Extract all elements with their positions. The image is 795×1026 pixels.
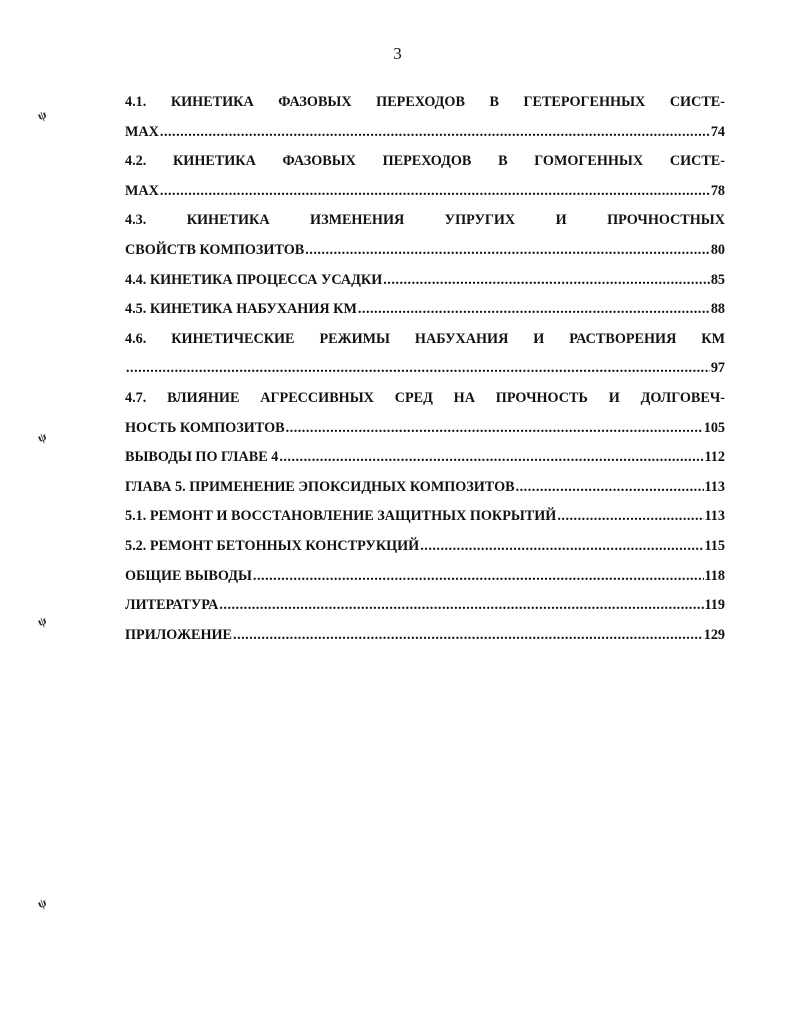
toc-entry-page-number: 118	[704, 567, 725, 584]
toc-entry-page-number: 78	[710, 182, 725, 199]
toc-entry-page-number: 119	[704, 597, 725, 614]
toc-entry[interactable]	[125, 502, 725, 532]
toc-entry-title: СВОЙСТВ КОМПОЗИТОВ	[125, 241, 305, 258]
margin-mark: ψ	[35, 895, 49, 912]
toc-entry[interactable]	[125, 562, 725, 592]
toc-entry-title-line: 4.2. КИНЕТИКА ФАЗОВЫХ ПЕРЕХОДОВ В ГОМОГЕННЫХ СИСТЕ-	[125, 153, 725, 170]
dot-leader	[233, 621, 703, 651]
dot-leader	[286, 414, 703, 444]
table-of-contents	[125, 88, 725, 650]
dot-leader	[126, 354, 710, 384]
toc-entry-page-number: 105	[703, 419, 725, 436]
toc-entry[interactable]	[125, 591, 725, 621]
toc-entry-leader-line	[125, 473, 725, 503]
toc-entry-page-number: 115	[704, 537, 725, 554]
toc-entry[interactable]	[125, 206, 725, 265]
toc-entry-title: НОСТЬ КОМПОЗИТОВ	[125, 419, 285, 436]
toc-entry-leader-line	[125, 591, 725, 621]
toc-entry-title-line: 4.6. КИНЕТИЧЕСКИЕ РЕЖИМЫ НАБУХАНИЯ И РАСТВОРЕНИЯ КМ	[125, 330, 725, 347]
toc-entry-title: ЛИТЕРАТУРА	[125, 597, 219, 614]
toc-entry-leader-line	[125, 266, 725, 296]
dot-leader	[160, 118, 710, 148]
toc-entry-title: ГЛАВА 5. ПРИМЕНЕНИЕ ЭПОКСИДНЫХ КОМПОЗИТОВ	[125, 478, 515, 495]
dot-leader	[383, 266, 710, 296]
toc-entry-page-number: 113	[704, 478, 725, 495]
toc-entry-leader-line	[125, 118, 725, 148]
toc-entry-page-number: 97	[710, 360, 725, 377]
toc-entry-title: 5.2. РЕМОНТ БЕТОННЫХ КОНСТРУКЦИЙ	[125, 537, 420, 554]
toc-entry[interactable]	[125, 532, 725, 562]
toc-entry-leader-line	[125, 502, 725, 532]
toc-entry-page-number: 80	[710, 241, 725, 258]
toc-entry-title: ОБЩИЕ ВЫВОДЫ	[125, 567, 252, 584]
margin-mark: ψ	[35, 613, 49, 630]
dot-leader	[160, 177, 710, 207]
toc-entry-leader-line	[125, 295, 725, 325]
dot-leader	[305, 236, 710, 266]
toc-entry[interactable]	[125, 88, 725, 147]
toc-entry-leader-line	[125, 414, 725, 444]
toc-entry-title-line: 4.1. КИНЕТИКА ФАЗОВЫХ ПЕРЕХОДОВ В ГЕТЕРОГЕННЫХ СИСТЕ-	[125, 94, 725, 110]
dot-leader	[253, 562, 704, 592]
dot-leader	[219, 591, 703, 621]
toc-entry-page-number: 88	[710, 301, 725, 318]
dot-leader	[358, 295, 710, 325]
toc-entry-leader-line	[125, 621, 725, 651]
toc-entry-page-number: 113	[704, 508, 725, 525]
toc-entry-leader-line	[125, 177, 725, 207]
page-number: 3	[393, 44, 402, 63]
toc-entry[interactable]	[125, 384, 725, 443]
toc-entry-page-number: 85	[710, 271, 725, 288]
margin-mark: ψ	[35, 107, 49, 124]
toc-entry[interactable]	[125, 266, 725, 296]
toc-entry-title: 4.4. КИНЕТИКА ПРОЦЕССА УСАДКИ	[125, 271, 383, 288]
margin-mark: ψ	[35, 429, 49, 446]
toc-entry-leader-line	[125, 443, 725, 473]
toc-entry[interactable]	[125, 295, 725, 325]
dot-leader	[420, 532, 703, 562]
toc-entry-title: 4.5. КИНЕТИКА НАБУХАНИЯ КМ	[125, 301, 357, 318]
dot-leader	[516, 473, 704, 503]
toc-entry-title: МАХ	[125, 123, 159, 140]
toc-entry[interactable]	[125, 473, 725, 503]
toc-entry-page-number: 74	[710, 123, 725, 140]
toc-entry[interactable]	[125, 621, 725, 651]
toc-entry-leader-line	[125, 354, 725, 384]
toc-entry-page-number: 112	[704, 449, 725, 466]
toc-entry-title: 5.1. РЕМОНТ И ВОССТАНОВЛЕНИЕ ЗАЩИТНЫХ ПОКРЫТИЙ	[125, 508, 557, 525]
toc-entry-title: ВЫВОДЫ ПО ГЛАВЕ 4	[125, 449, 279, 466]
dot-leader	[279, 443, 703, 473]
toc-entry-title: ПРИЛОЖЕНИЕ	[125, 626, 233, 643]
toc-entry-title-line: 4.7. ВЛИЯНИЕ АГРЕССИВНЫХ СРЕД НА ПРОЧНОСТЬ И ДОЛГОВЕЧ-	[125, 389, 725, 406]
toc-entry[interactable]	[125, 147, 725, 206]
toc-entry-leader-line	[125, 532, 725, 562]
toc-entry[interactable]	[125, 443, 725, 473]
toc-entry-page-number: 129	[703, 626, 725, 643]
toc-entry-leader-line	[125, 236, 725, 266]
toc-entry-title: МАХ	[125, 182, 159, 199]
toc-entry-leader-line	[125, 562, 725, 592]
toc-entry[interactable]	[125, 325, 725, 384]
toc-entry-title-line: 4.3. КИНЕТИКА ИЗМЕНЕНИЯ УПРУГИХ И ПРОЧНОСТНЫХ	[125, 212, 725, 229]
dot-leader	[557, 502, 703, 532]
